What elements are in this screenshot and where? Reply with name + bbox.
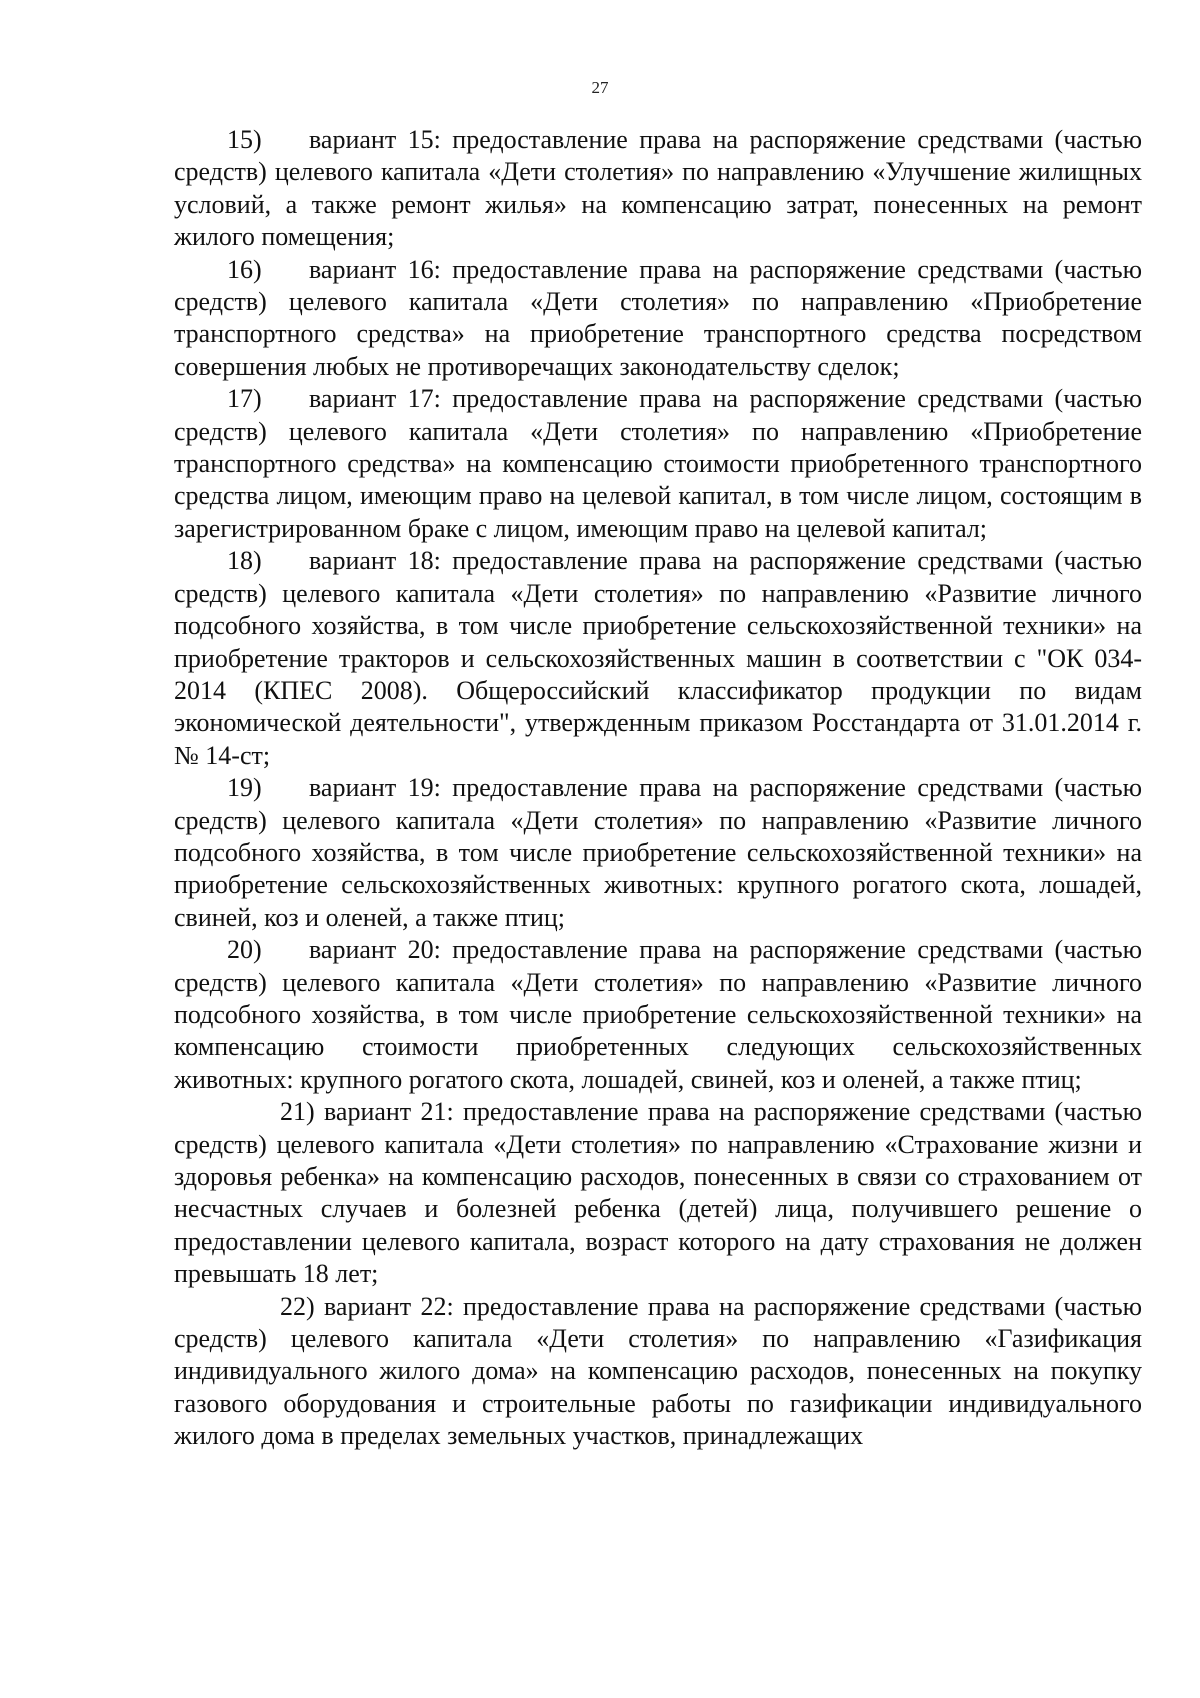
item-number: 22): [280, 1291, 315, 1321]
list-item-18: [174, 545, 1142, 772]
item-number: 20): [227, 935, 262, 965]
item-text: вариант 18: предоставление права на распоряжение средствами (частью средств) целевого капитала «Дети столетия» по направлению «Развитие личного подсобного хозяйства, в том числе приобретение сельскохозяйственной техники» на приобретение тракторов и сельскохозяйственных машин в соответствии с "ОК 034-2014 (КПЕС 2008). Общероссийский классификатор продукции по видам экономической деятельности", утвержденным приказом Росстандарта от 31.01.2014 г. № 14-ст;: [174, 546, 1142, 770]
list-item-20: [174, 934, 1142, 1096]
list-item-21: [174, 1096, 1142, 1290]
document-body: [174, 124, 1142, 1453]
list-item-22: [174, 1291, 1142, 1453]
list-item-19: [174, 772, 1142, 934]
item-text: вариант 21: предоставление права на распоряжение средствами (частью средств) целевого капитала «Дети столетия» по направлению «Страхование жизни и здоровья ребенка» на компенсацию расходов, понесенных в связи со страхованием от несчастных случаев и болезней ребенка (детей) лица, получившего решение о предоставлении целевого капитала, возраст которого на дату страхования не должен превышать 18 лет;: [174, 1097, 1143, 1289]
item-text: вариант 17: предоставление права на распоряжение средствами (частью средств) целевого капитала «Дети столетия» по направлению «Приобретение транспортного средства» на компенсацию стоимости приобретенного транспортного средства лицом, имеющим право на целевой капитал, в том числе лицом, состоящим в зарегистрированном браке с лицом, имеющим право на целевой капитал;: [174, 384, 1142, 543]
list-item-15: [174, 124, 1142, 254]
item-text: вариант 20: предоставление права на распоряжение средствами (частью средств) целевого капитала «Дети столетия» по направлению «Развитие личного подсобного хозяйства, в том числе приобретение сельскохозяйственной техники» на компенсацию стоимости приобретенных следующих сельскохозяйственных животных: крупного рогатого скота, лошадей, свиней, коз и оленей, а также птиц;: [174, 935, 1142, 1094]
item-number: 19): [227, 773, 262, 803]
list-item-17: [174, 383, 1142, 545]
item-number: 17): [227, 384, 262, 414]
item-text: вариант 19: предоставление права на распоряжение средствами (частью средств) целевого капитала «Дети столетия» по направлению «Развитие личного подсобного хозяйства, в том числе приобретение сельскохозяйственной техники» на приобретение сельскохозяйственных животных: крупного рогатого скота, лошадей, свиней, коз и оленей, а также птиц;: [174, 773, 1142, 932]
page-number: 27: [591, 78, 609, 97]
item-number: 15): [227, 125, 262, 154]
item-text: вариант 16: предоставление права на распоряжение средствами (частью средств) целевого капитала «Дети столетия» по направлению «Приобретение транспортного средства» на приобретение транспортного средства посредством совершения любых не противоречащих законодательству сделок;: [174, 254, 1142, 381]
item-number: 18): [227, 546, 262, 576]
list-item-16: [174, 254, 1142, 384]
item-text: вариант 15: предоставление права на распоряжение средствами (частью средств) целевого капитала «Дети столетия» по направлению «Улучшение жилищных условий, а также ремонт жилья» на компенсацию затрат, понесенных на ремонт жилого помещения;: [174, 125, 1142, 252]
item-number: 16): [227, 254, 262, 284]
item-number: 21): [280, 1097, 315, 1127]
item-text: вариант 22: предоставление права на распоряжение средствами (частью средств) целевого капитала «Дети столетия» по направлению «Газификация индивидуального жилого дома» на компенсацию расходов, понесенных на покупку газового оборудования и строительные работы по газификации индивидуального жилого дома в пределах земельных участков, принадлежащих: [174, 1291, 1143, 1451]
